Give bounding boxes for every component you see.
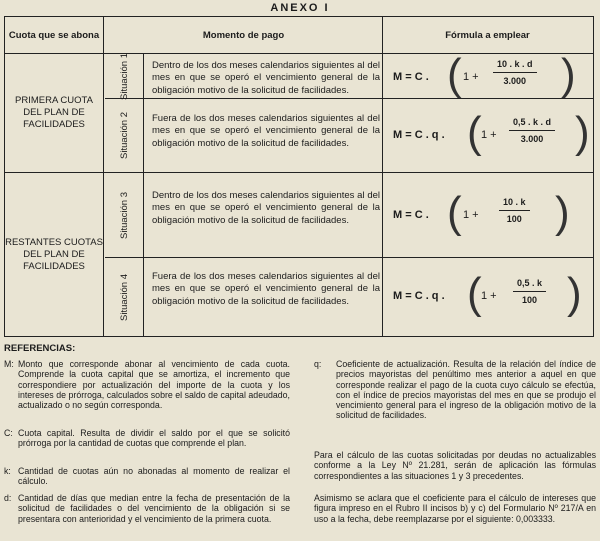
formula <box>385 260 591 332</box>
group-label-primera-cuota: PRIMERA CUOTA DEL PLAN DE FACILIDADES <box>15 95 93 130</box>
reference-text: Monto que corresponde abonar al vencimiento de cada cuota. Comprende la cuota capital que se amortiza, el incremento que correspondiere por actualización del importe de la cuota y los intereses de prórroga, calculados sobre el saldo de capital adeudado, actualizado o no según corresponda. <box>18 359 290 411</box>
formula-one-plus: 1 + <box>481 129 497 141</box>
group-label-restantes-cuotas: RESTANTES CUOTAS DEL PLAN DE FACILIDADES <box>5 236 103 272</box>
payment-formula-table <box>4 16 594 337</box>
formula-lhs: M = C . q . <box>393 290 445 302</box>
formula-lhs: M = C . q . <box>393 129 445 141</box>
formula <box>385 99 591 171</box>
column-divider <box>382 17 383 336</box>
right-paren: ) <box>561 50 576 99</box>
reference-item <box>4 359 290 421</box>
references-title: REFERENCIAS: <box>4 343 76 354</box>
fraction-numerator: 0,5 . k <box>517 278 543 288</box>
left-paren: ( <box>467 108 482 157</box>
fraction-denominator: 100 <box>522 295 538 305</box>
header-formula: Fórmula a emplear <box>445 30 530 41</box>
situation-label: Situación 3 <box>118 191 130 239</box>
left-paren: ( <box>447 188 462 237</box>
reference-key: k: <box>4 466 11 476</box>
reference-item <box>4 466 290 488</box>
header-momento: Momento de pago <box>202 30 285 41</box>
reference-key: M: <box>4 359 14 369</box>
formula-fraction <box>509 117 555 144</box>
formula-one-plus: 1 + <box>463 71 479 83</box>
formula-lhs: M = C . <box>393 209 429 221</box>
formula-fraction <box>499 197 530 224</box>
row-divider <box>105 257 593 258</box>
formula-one-plus: 1 + <box>481 290 497 302</box>
reference-text: Cuota capital. Resulta de dividir el saldo por el que se solicitó prórroga por la cantidad de cuotas que comprende el plan. <box>18 428 290 449</box>
reference-item <box>4 428 290 460</box>
formula <box>385 179 591 251</box>
column-divider <box>103 17 104 336</box>
header-cuota: Cuota que se abona <box>8 30 100 41</box>
annex-title: ANEXO I <box>270 2 330 14</box>
reference-text: Cantidad de cuotas aún no abonadas al momento de realizar el cálculo. <box>18 466 290 487</box>
reference-item <box>4 493 290 537</box>
fraction-denominator: 100 <box>506 214 522 224</box>
reference-text: Coeficiente de actualización. Resulta de la relación del índice de precios mayoristas del penúltimo mes anterior a aquel en que corresponde realizar el pago de la cuota cuyo cálculo se efectúa, con el índice de precios mayoristas del mes en que se produjo el vencimiento general para el ingreso de la obligación motivo de la solicitud de facilidades. <box>336 359 596 421</box>
momento-text: Dentro de los dos meses calendarios siguientes al del mes en que se operó el vencimiento general de la obligación motivo de la solicitud de facilidades. <box>152 60 380 96</box>
right-paren: ) <box>575 108 590 157</box>
left-paren: ( <box>467 269 482 318</box>
formula-lhs: M = C . <box>393 71 429 83</box>
fraction-numerator: 10 . k <box>503 197 526 207</box>
reference-key: d: <box>4 493 12 503</box>
reference-key: C: <box>4 428 13 438</box>
momento-text: Fuera de los dos meses calendarios siguientes al del mes en que se operó el vencimiento general de la obligación motivo de la solicitud de facilidades. <box>152 271 380 307</box>
situation-label: Situación 2 <box>118 111 130 160</box>
formula-fraction <box>493 59 537 86</box>
right-paren: ) <box>555 188 570 237</box>
fraction-numerator: 0,5 . k . d <box>513 117 552 127</box>
formula-fraction <box>513 278 546 305</box>
momento-text: Dentro de los dos meses calendarios siguientes al del mes en que se operó el vencimiento general de la obligación motivo de la solicitud de facilidades. <box>152 190 380 226</box>
note-paragraph: Para el cálculo de las cuotas solicitadas por deudas no actualizables conforme a la Ley Nº 21.281, serán de aplicación las fórmulas correspondientes a las situaciones 1 y 3 precedentes. <box>314 450 596 481</box>
fraction-denominator: 3.000 <box>520 134 544 144</box>
reference-item <box>314 359 596 443</box>
reference-key: q: <box>314 359 322 369</box>
situation-label: Situación 1 <box>118 52 130 100</box>
right-paren: ) <box>567 269 582 318</box>
fraction-denominator: 3.000 <box>503 76 527 86</box>
situation-label: Situación 4 <box>118 273 130 321</box>
left-paren: ( <box>447 50 462 99</box>
momento-text: Fuera de los dos meses calendarios siguientes al del mes en que se operó el vencimiento general de la obligación motivo de la solicitud de facilidades. <box>152 113 380 149</box>
column-divider <box>143 54 144 336</box>
fraction-numerator: 10 . k . d <box>497 59 533 69</box>
note-paragraph: Asimismo se aclara que el coeficiente para el cálculo de intereses que figura impreso en el Rubro II incisos b) y c) del Formulario Nº 217/A en uso a la fecha, debe reemplazarse por el siguiente: 0,003333. <box>314 493 596 524</box>
formula-one-plus: 1 + <box>463 209 479 221</box>
reference-text: Cantidad de días que median entre la fecha de presentación de la solicitud de facilidades o del vencimiento de la obligación si se presentara con anterioridad y el vencimiento de la primera cuota. <box>18 493 290 524</box>
